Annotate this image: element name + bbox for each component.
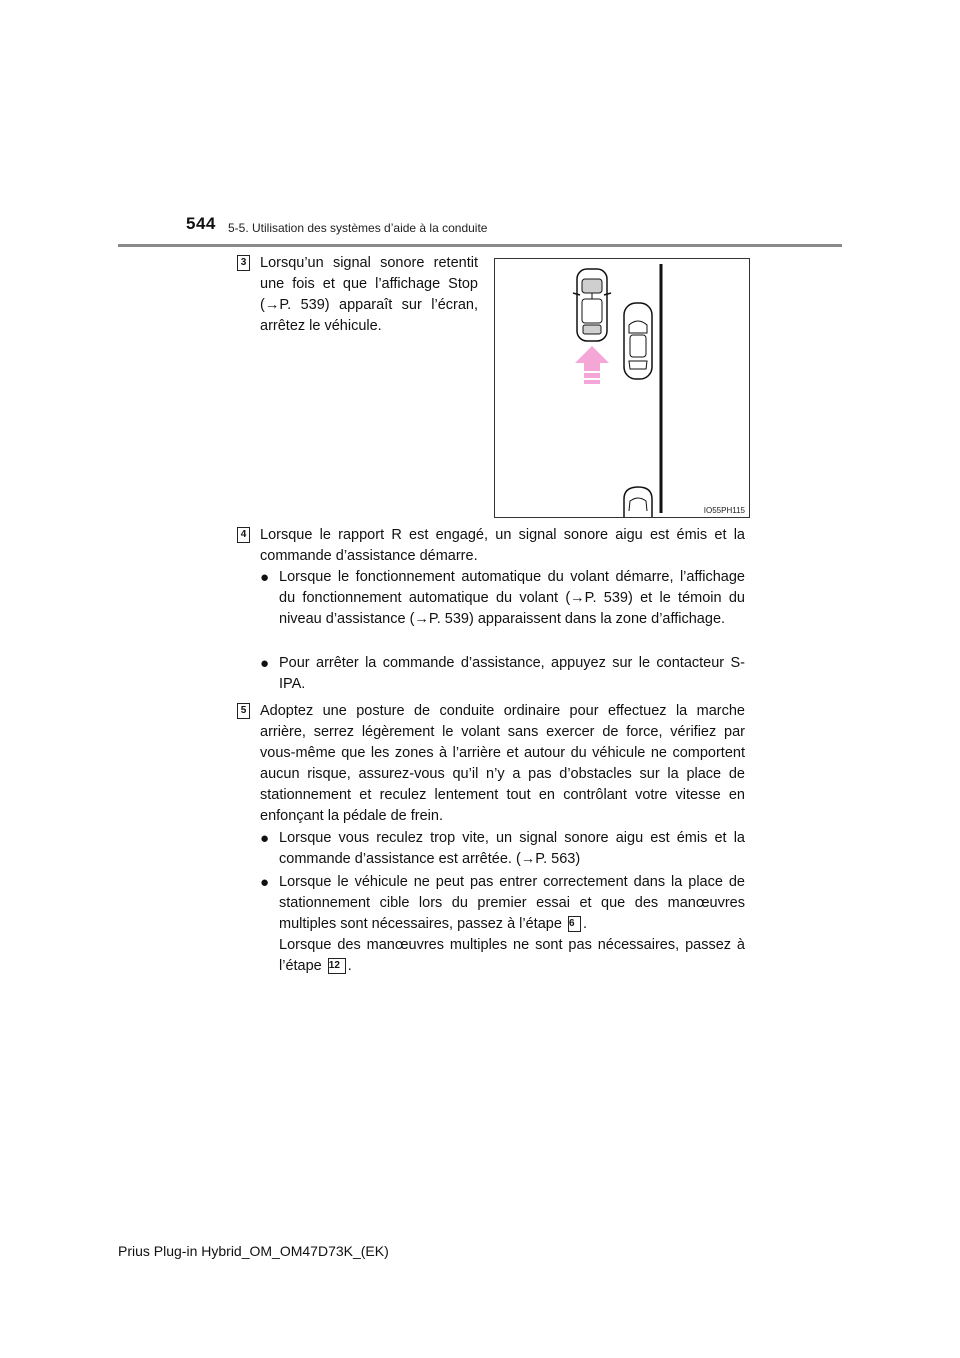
step-ref-12: 12 [328,958,346,974]
step-3-badge: 3 [237,255,250,271]
period: . [347,958,352,974]
direction-arrow [575,346,609,384]
footer-doc-id: Prius Plug-in Hybrid_OM_OM47D73K_(EK) [118,1243,389,1259]
step-5-bullet-2-text-a: Lorsque le véhicule ne peut pas entrer correctement dans la place de stationnement cible lors du premier essai et que des manœuvres multiples sont nécessaires, passez à l’étape [279,874,745,932]
step-5-bullet-2 [279,872,745,977]
bullet-dot: ● [260,569,270,586]
section-title: 5-5. Utilisation des systèmes d’aide à la conduite [228,221,488,235]
step-5-bullet-1: Lorsque vous reculez trop vite, un signal sonore aigu est émis et la commande d’assistance est arrêtée. (→P. 563) [279,830,745,867]
figure-code: IO55PH115 [703,506,745,515]
step-4-text: Lorsque le rapport R est engagé, un signal sonore aigu est émis et la commande d’assistance démarre. [260,527,745,564]
bullet-dot: ● [260,655,270,672]
bullet-dot: ● [260,874,270,891]
bullet-dot: ● [260,830,270,847]
header-rule [118,244,842,247]
page-number: 544 [186,214,216,233]
step-4-bullet-1: Lorsque le fonctionnement automatique du volant démarre, l’affichage du fonctionnement automatique du volant (→P. 539) et le témoin du niveau d’assistance (→P. 539) apparaissent dans la zone d’affichage. [279,569,745,627]
step-5-badge: 5 [237,703,250,719]
bottom-car [624,487,652,517]
step-5-text: Adoptez une posture de conduite ordinaire pour effectuez la marche arrière, serrez légèrement le volant sans exercer de force, vérifiez par vous-même que les zones à l’arrière et autour du véhicule ne comportent aucun risque, assurez-vous qu’il n’y a pas d’obstacles sur la place de stationnement et reculez lentement tout en contrôlant votre vitesse en enfonçant la pédale de frein. [260,703,745,824]
step-4-bullet-2: Pour arrêter la commande d’assistance, appuyez sur le contacteur S-IPA. [279,655,745,692]
period: . [582,916,587,932]
parking-figure [494,258,750,518]
step-3-text: Lorsqu’un signal sonore retentit une fois et que l’affichage Stop (→P. 539) apparaît sur l’écran, arrêtez le véhicule. [260,255,478,334]
parked-car [624,303,652,379]
parking-diagram [495,259,749,517]
reversing-car [573,269,611,341]
step-5-bullet-2-text-b: Lorsque des manœuvres multiples ne sont pas nécessaires, passez à l’étape [279,937,745,974]
step-ref-6: 6 [568,916,581,932]
step-4-badge: 4 [237,527,250,543]
